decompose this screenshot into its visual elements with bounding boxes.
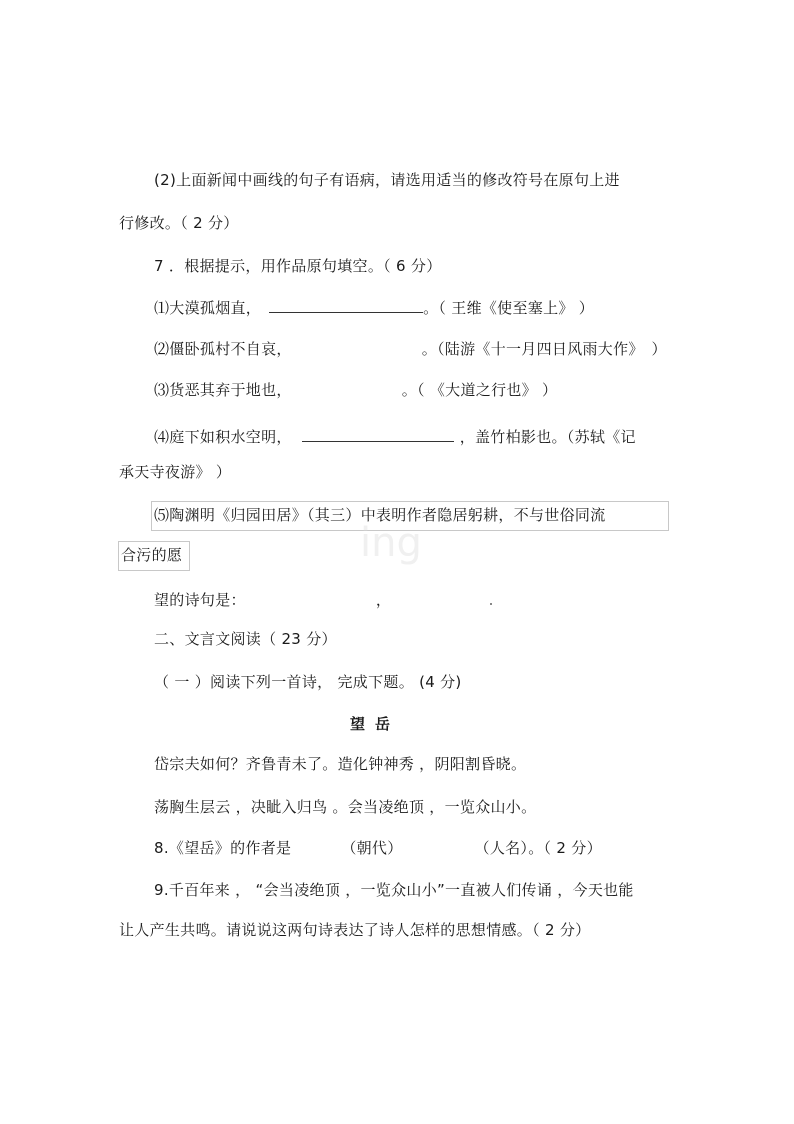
answer-blank-4[interactable] [302, 427, 454, 442]
q7-item-5-line3-mid: ， [375, 591, 392, 609]
q6-2-line1: (2)上面新闻中画线的句子有语病，请选用适当的修改符号在原句上进 [154, 171, 620, 189]
answer-blank-5a[interactable] [246, 591, 376, 605]
answer-blank-dynasty[interactable] [291, 839, 341, 853]
poem-line-2: 荡胸生层云 ，决眦入归鸟 。会当凌绝顶 ，一览众山小。 [154, 798, 537, 816]
answer-blank-5b[interactable] [391, 591, 501, 605]
q7-item-3 [154, 380, 557, 400]
q8 [154, 838, 602, 858]
q7-item-1 [154, 298, 594, 318]
q7-item-2 [154, 339, 667, 359]
q8-suffix: （人名）。（ 2 分） [474, 839, 602, 857]
q8-mid: （朝代） [341, 839, 403, 857]
q7-item-4 [154, 427, 636, 447]
poem-title: 望岳 [350, 715, 401, 733]
q7-item-2-prefix: ⑵僵卧孤村不自哀， [154, 340, 292, 358]
q7-item-1-suffix: 。（ 王维《使至塞上》 ） [423, 299, 595, 317]
q7-item-3-prefix: ⑶货恶其弃于地也， [154, 381, 292, 399]
q7-item-4-cont: 承天寺夜游》 ） [119, 463, 232, 481]
q7-item-4-prefix: ⑷庭下如积水空明， [154, 428, 292, 446]
poem-line-1: 岱宗夫如何？齐鲁青未了。造化钟神秀 ，阴阳割昏晓。 [154, 755, 527, 773]
q7-item-4-suffix: ，盖竹柏影也。（苏轼《记 [459, 428, 636, 446]
section-2-sub: （ 一 ）阅读下列一首诗， 完成下题。 (4 分) [154, 673, 462, 691]
section-2-heading: 二、文言文阅读（ 23 分） [154, 630, 337, 648]
answer-blank-3[interactable] [292, 381, 402, 395]
q7-item-5-line2: 合污的愿 [121, 546, 183, 564]
answer-blank-author[interactable] [403, 839, 475, 853]
q9-line1: 9.千百年来 ， “会当凌绝顶 ，一览众山小”一直被人们传诵 ，今天也能 [154, 881, 634, 899]
watermark: ing [360, 520, 422, 566]
q7-item-5-line1: ⑸陶渊明《归园田居》（其三）中表明作者隐居躬耕，不与世俗同流 [154, 506, 606, 524]
stray-dot [490, 603, 492, 605]
q7-item-1-prefix: ⑴大漠孤烟直， [154, 299, 262, 317]
q8-prefix: 8.《望岳》的作者是 [154, 839, 292, 857]
q7-item-5-line3 [154, 590, 501, 610]
q7-item-2-suffix: 。（陆游《十一月四日风雨大作》 ） [421, 340, 667, 358]
q6-2-line2: 行修改。（ 2 分） [119, 214, 239, 232]
q7-item-5-line3-prefix: 望的诗句是： [154, 591, 246, 609]
q7-item-3-suffix: 。（ 《大道之行也》 ） [401, 381, 558, 399]
q7-heading: 7 ．根据提示，用作品原句填空。（ 6 分） [154, 257, 442, 275]
answer-blank-1[interactable] [269, 298, 423, 313]
answer-blank-2[interactable] [292, 340, 422, 354]
q9-line2: 让人产生共鸣。请说说这两句诗表达了诗人怎样的思想情感。（ 2 分） [119, 921, 591, 939]
